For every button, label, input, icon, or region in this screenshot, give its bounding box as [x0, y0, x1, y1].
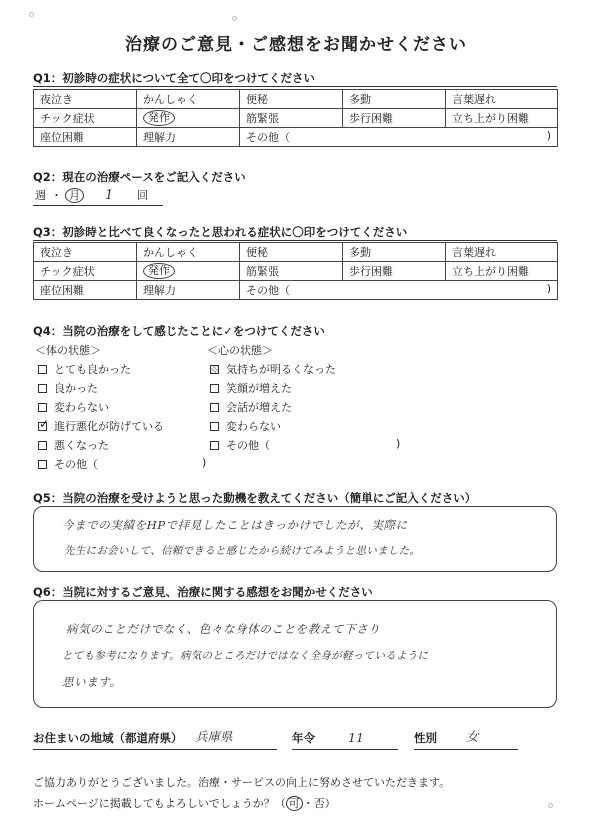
q3-cell-other[interactable] — [240, 281, 558, 300]
checkbox-empty-icon — [38, 441, 47, 450]
publish-no[interactable]: 否 — [313, 797, 325, 810]
q3-heading-rule — [33, 240, 557, 241]
q5-answer-box[interactable] — [33, 506, 557, 572]
q1-cell-constipation[interactable]: 便秘 — [240, 90, 343, 109]
thanks-message: ご協力ありがとうございました。治療・サービスの向上に努めさせていただきます。 — [33, 776, 451, 789]
checkbox-checked-icon — [38, 422, 47, 431]
q4-body-option-other[interactable] — [38, 456, 218, 472]
q1-cell-hyperactivity[interactable]: 多動 — [343, 90, 446, 109]
q3-cell-sitting-difficulty[interactable]: 座位困難 — [34, 281, 137, 300]
q2-month-circled: 月 — [65, 188, 84, 203]
q4-mind-option-more-conversation[interactable] — [210, 399, 292, 415]
checkbox-empty-icon — [38, 384, 47, 393]
q4-mind-header: ＜心の状態＞ — [207, 344, 273, 357]
q3-cell-standing-difficulty[interactable]: 立ち上がり困難 — [446, 262, 558, 281]
q1-cell-sitting-difficulty[interactable]: 座位困難 — [34, 128, 137, 147]
q1-cell-muscle-tension[interactable]: 筋緊張 — [240, 109, 343, 128]
q1-seizure-circled: 発作 — [143, 110, 175, 126]
checkbox-empty-icon — [210, 384, 219, 393]
page-title: 治療のご意見・ご感想をお聞かせください — [125, 35, 467, 55]
publish-open-paren: （ — [274, 797, 286, 810]
q4-heading: Q4：当院の治療をして感じたことに✓をつけてください — [33, 324, 325, 338]
checkbox-hatched-icon — [210, 365, 219, 374]
corner-mark-top-right — [232, 16, 237, 21]
q1-cell-seizure[interactable] — [137, 109, 240, 128]
q3-heading: Q3：初診時と比べて良くなったと思われる症状に〇印をつけてください — [33, 225, 408, 239]
q3-symptom-table — [33, 242, 558, 300]
q4-body-option-good[interactable] — [38, 380, 98, 396]
q1-cell-walking-difficulty[interactable]: 歩行困難 — [343, 109, 446, 128]
table-row — [34, 281, 558, 300]
age-value: 11 — [348, 730, 364, 745]
q6-answer-line-3: 思います。 — [62, 675, 122, 689]
q1-other-label: その他（ — [246, 131, 290, 144]
q1-heading: Q1：初診時の症状について全て〇印をつけてください — [33, 71, 316, 85]
q3-cell-tic[interactable]: チック症状 — [34, 262, 137, 281]
checkbox-empty-icon — [38, 403, 47, 412]
q1-cell-speech-delay[interactable]: 言葉遅れ — [446, 90, 558, 109]
gender-label: 性別 — [414, 731, 437, 745]
q5-answer-line-1: 今までの実績をHPで拝見したことはきっかけでしたが、実際に — [62, 518, 408, 532]
q1-cell-tic[interactable]: チック症状 — [34, 109, 137, 128]
age-label: 年令 — [292, 731, 315, 745]
region-label: お住まいの地域（都道府県） — [33, 731, 183, 745]
option-label: 変わらない — [54, 401, 109, 414]
q2-separator: ・ — [51, 189, 62, 202]
q1-cell-other[interactable] — [240, 128, 558, 147]
publish-question-text: ホームページに掲載してもよろしいでしょうか？ — [33, 797, 275, 810]
q3-cell-comprehension[interactable]: 理解力 — [137, 281, 240, 300]
q3-other-close: ) — [546, 282, 551, 295]
q3-cell-seizure[interactable] — [137, 262, 240, 281]
q5-heading: Q5：当院の治療を受けようと思った動機を教えてください（簡単にご記入ください） — [33, 491, 477, 505]
q4-body-option-worse[interactable] — [38, 437, 109, 453]
table-row — [34, 262, 558, 281]
q4-mind-option-brighter[interactable] — [210, 361, 336, 377]
region-value: 兵庫県 — [195, 729, 233, 744]
option-label: 笑顔が増えた — [226, 382, 292, 395]
q3-other-label: その他（ — [246, 284, 290, 297]
age-field[interactable] — [292, 728, 398, 750]
q5-answer-line-2: 先生にお会いして、信頼できると感じたから続けてみようと思いました。 — [64, 545, 421, 557]
q3-cell-constipation[interactable]: 便秘 — [240, 243, 343, 262]
q2-pace-field[interactable] — [33, 188, 163, 206]
gender-value: 女 — [466, 729, 479, 744]
option-label: 変わらない — [226, 420, 281, 433]
q6-heading: Q6：当院に対するご意見、治療に関する感想をお聞かせください — [33, 585, 373, 599]
table-row — [34, 109, 558, 128]
publish-separator: ・ — [302, 797, 314, 810]
option-label: 気持ちが明るくなった — [226, 363, 336, 376]
q1-other-close: ) — [546, 129, 551, 142]
q1-heading-rule — [33, 86, 557, 87]
q4-mind-option-more-smiles[interactable] — [210, 380, 292, 396]
q4-body-option-no-change[interactable] — [38, 399, 109, 415]
publish-yes-circled[interactable]: 可 — [286, 796, 303, 811]
checkbox-empty-icon — [210, 403, 219, 412]
q3-cell-tantrum[interactable]: かんしゃく — [137, 243, 240, 262]
q2-unit-label: 回 — [137, 189, 148, 202]
q6-answer-line-2: とても参考になります。病気のところだけではなく全身が軽っているように — [62, 650, 429, 662]
q2-week-label: 週 — [35, 189, 46, 202]
table-row — [34, 128, 558, 147]
q4-mind-option-no-change[interactable] — [210, 418, 281, 434]
option-label: とても良かった — [54, 363, 131, 376]
checkbox-empty-icon — [210, 422, 219, 431]
checkbox-empty-icon — [38, 460, 47, 469]
region-field[interactable] — [33, 728, 277, 750]
q6-answer-line-1: 病気のことだけでなく、色々な身体のことを教えて下さり — [66, 622, 381, 636]
option-label: 進行悪化が防げている — [54, 420, 164, 433]
q3-cell-night-crying[interactable]: 夜泣き — [34, 243, 137, 262]
option-label: その他（ — [226, 439, 270, 452]
q3-cell-hyperactivity[interactable]: 多動 — [343, 243, 446, 262]
q4-body-header: ＜体の状態＞ — [35, 344, 101, 357]
option-label: 良かった — [54, 382, 98, 395]
q2-count-value: 1 — [105, 188, 114, 203]
q3-seizure-circled: 発作 — [143, 263, 175, 279]
q2-heading: Q2：現在の治療ペースをご記入ください — [33, 170, 246, 184]
table-row — [34, 243, 558, 262]
q1-cell-night-crying[interactable]: 夜泣き — [34, 90, 137, 109]
publish-close-paren: ） — [324, 797, 336, 810]
q1-symptom-table — [33, 89, 558, 147]
q1-cell-standing-difficulty[interactable]: 立ち上がり困難 — [446, 109, 558, 128]
q1-cell-tantrum[interactable]: かんしゃく — [137, 90, 240, 109]
option-close: ) — [396, 437, 401, 450]
checkbox-empty-icon — [210, 441, 219, 450]
q4-body-option-progress-prevented[interactable] — [38, 418, 164, 434]
corner-mark-top-left — [29, 12, 34, 17]
q1-cell-comprehension[interactable]: 理解力 — [137, 128, 240, 147]
corner-mark-bottom-right — [548, 803, 553, 808]
option-label: その他（ — [54, 458, 98, 471]
q3-cell-speech-delay[interactable]: 言葉遅れ — [446, 243, 558, 262]
q3-cell-muscle-tension[interactable]: 筋緊張 — [240, 262, 343, 281]
table-row — [34, 90, 558, 109]
option-close: ) — [202, 456, 207, 469]
q4-body-option-very-good[interactable] — [38, 361, 131, 377]
q4-mind-option-other[interactable] — [210, 437, 410, 453]
option-label: 悪くなった — [54, 439, 109, 452]
q3-cell-walking-difficulty[interactable]: 歩行困難 — [343, 262, 446, 281]
publish-question — [33, 795, 336, 811]
checkbox-empty-icon — [38, 365, 47, 374]
option-label: 会話が増えた — [226, 401, 292, 414]
gender-field[interactable] — [414, 728, 518, 750]
